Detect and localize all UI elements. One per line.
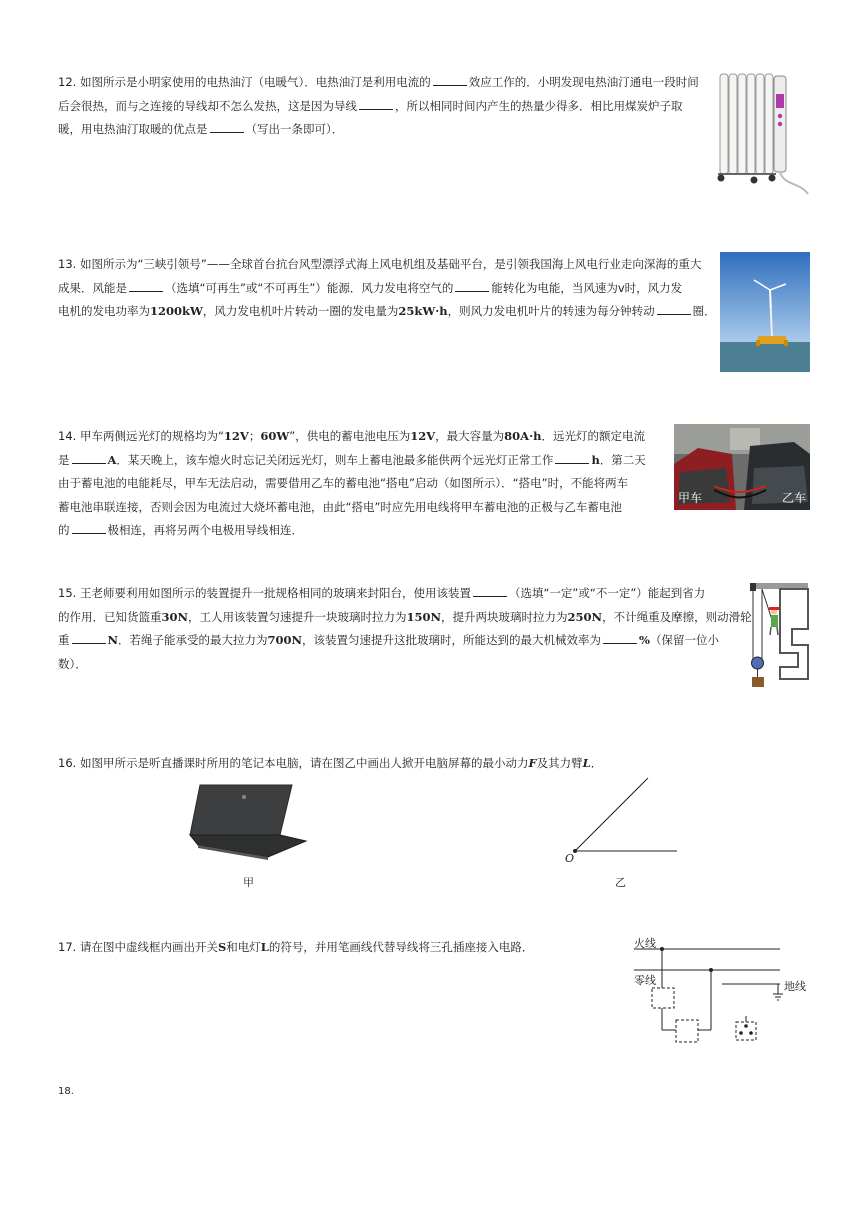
answer-blank[interactable] <box>473 584 507 597</box>
answer-blank[interactable] <box>603 631 637 644</box>
q12-line-2: 后会很热，而与之连接的导线却不怎么发热，这是因为导线 ，所以相同时间内产生的热量少得多．相比用煤炭炉子取 <box>58 98 683 113</box>
q14-line-2: 是 A．某天晚上，该车熄火时忘记关闭远光灯，则车上蓄电池最多能供两个远光灯正常工作 h．第二天 <box>58 452 646 467</box>
oil-heater-image <box>714 70 810 196</box>
question-13 <box>58 253 716 324</box>
question-15 <box>58 582 752 676</box>
answer-blank[interactable] <box>433 73 467 86</box>
figure-a-caption: 甲 <box>243 876 254 889</box>
q18-label: 18. <box>58 1086 74 1097</box>
car-a-label: 甲车 <box>678 491 703 505</box>
q15-line-4: 数）． <box>58 656 87 671</box>
answer-blank[interactable] <box>555 451 589 464</box>
offshore-wind-turbine-image <box>720 252 810 372</box>
q14-line-4: 蓄电池串联连接，否则会因为电流过大烧坏蓄电池，由此“搭电”时应先用电线将甲车蓄电池的正极与乙车蓄电池 <box>58 499 622 514</box>
q14-line-5: 的 极相连，再将另两个电极用导线相连． <box>58 523 303 537</box>
q15-line-3: 重 N．若绳子能承受的最大拉力为700N，该装置匀速提升这批玻璃时，所能达到的最大机械效率为 %（保留一位小 <box>58 633 719 647</box>
q17-line-1: 17. 请在图中虚线框内画出开关S和电灯L的符号，并用笔画线代替导线将三孔插座接入电路． <box>58 940 534 954</box>
answer-blank[interactable] <box>72 631 106 644</box>
pivot-point-label: O <box>565 852 575 865</box>
q12-line-1: 12. 如图所示是小明家使用的电热油汀（电暖气）．电热油汀是利用电流的 效应工作的．小明发现电热油汀通电一段时间 <box>58 75 699 89</box>
answer-blank[interactable] <box>455 279 489 292</box>
live-wire-label: 火线 <box>634 937 656 950</box>
pulley-balcony-diagram <box>740 583 812 695</box>
answer-blank[interactable] <box>72 451 106 464</box>
q14-line-3: 由于蓄电池的电能耗尽，甲车无法启动，需要借用乙车的蓄电池“搭电”启动（如图所示）．“搭电”时，不能将两车 <box>58 476 629 490</box>
household-circuit-diagram <box>630 932 810 1048</box>
q15-line-2: 的作用．已知货篮重30N，工人用该装置匀速提升一块玻璃时拉力为150N，提升两块玻璃时拉力为250N，不计绳重及摩擦，则动滑轮 <box>58 609 752 624</box>
q13-line-1: 13. 如图所示为“三峡引领号”——全球首台抗台风型漂浮式海上风电机组及基础平台，是引领我国海上风电行业走向深海的重大 <box>58 257 702 271</box>
neutral-wire-label: 零线 <box>634 974 656 987</box>
q14-line-1: 14. 甲车两侧远光灯的规格均为“12V；60W”，供电的蓄电池电压为12V，最大容量为80A·h．远光灯的额定电流 <box>58 429 645 443</box>
q13-line-3: 电机的发电功率为1200kW，风力发电机叶片转动一圈的发电量为25kW·h，则风力发电机叶片的转速为每分钟转动 圈． <box>58 304 716 318</box>
question-12 <box>58 71 699 142</box>
angle-diagram <box>562 772 682 868</box>
circuit-wires <box>630 932 810 1048</box>
answer-blank[interactable] <box>72 521 106 534</box>
answer-blank[interactable] <box>359 97 393 110</box>
answer-blank[interactable] <box>129 279 163 292</box>
answer-blank[interactable] <box>657 302 691 315</box>
car-jump-start-image <box>674 424 810 510</box>
answer-blank[interactable] <box>210 120 244 133</box>
figure-b-caption: 乙 <box>615 876 626 889</box>
question-17 <box>58 936 533 960</box>
question-18 <box>58 1080 74 1104</box>
q15-line-1: 15. 王老师要利用如图所示的装置提升一批规格相同的玻璃来封阳台，使用该装置 （选填“一定”或“不一定”）能起到省力 <box>58 586 706 600</box>
q16-line-1: 16. 如图甲所示是听直播课时所用的笔记本电脑，请在图乙中画出人掀开电脑屏幕的最小动力F及其力臂L． <box>58 756 603 770</box>
ground-wire-label: 地线 <box>784 980 806 993</box>
q12-line-3: 暖，用电热油汀取暖的优点是 （写出一条即可）． <box>58 122 344 136</box>
question-16 <box>58 752 602 776</box>
question-14 <box>58 425 646 543</box>
q13-line-2: 成果．风能是 （选填“可再生”或“不可再生”）能源．风力发电将空气的 能转化为电能，当风速为v时，风力发 <box>58 280 683 295</box>
car-b-label: 乙车 <box>782 491 807 505</box>
laptop-image <box>188 783 308 861</box>
